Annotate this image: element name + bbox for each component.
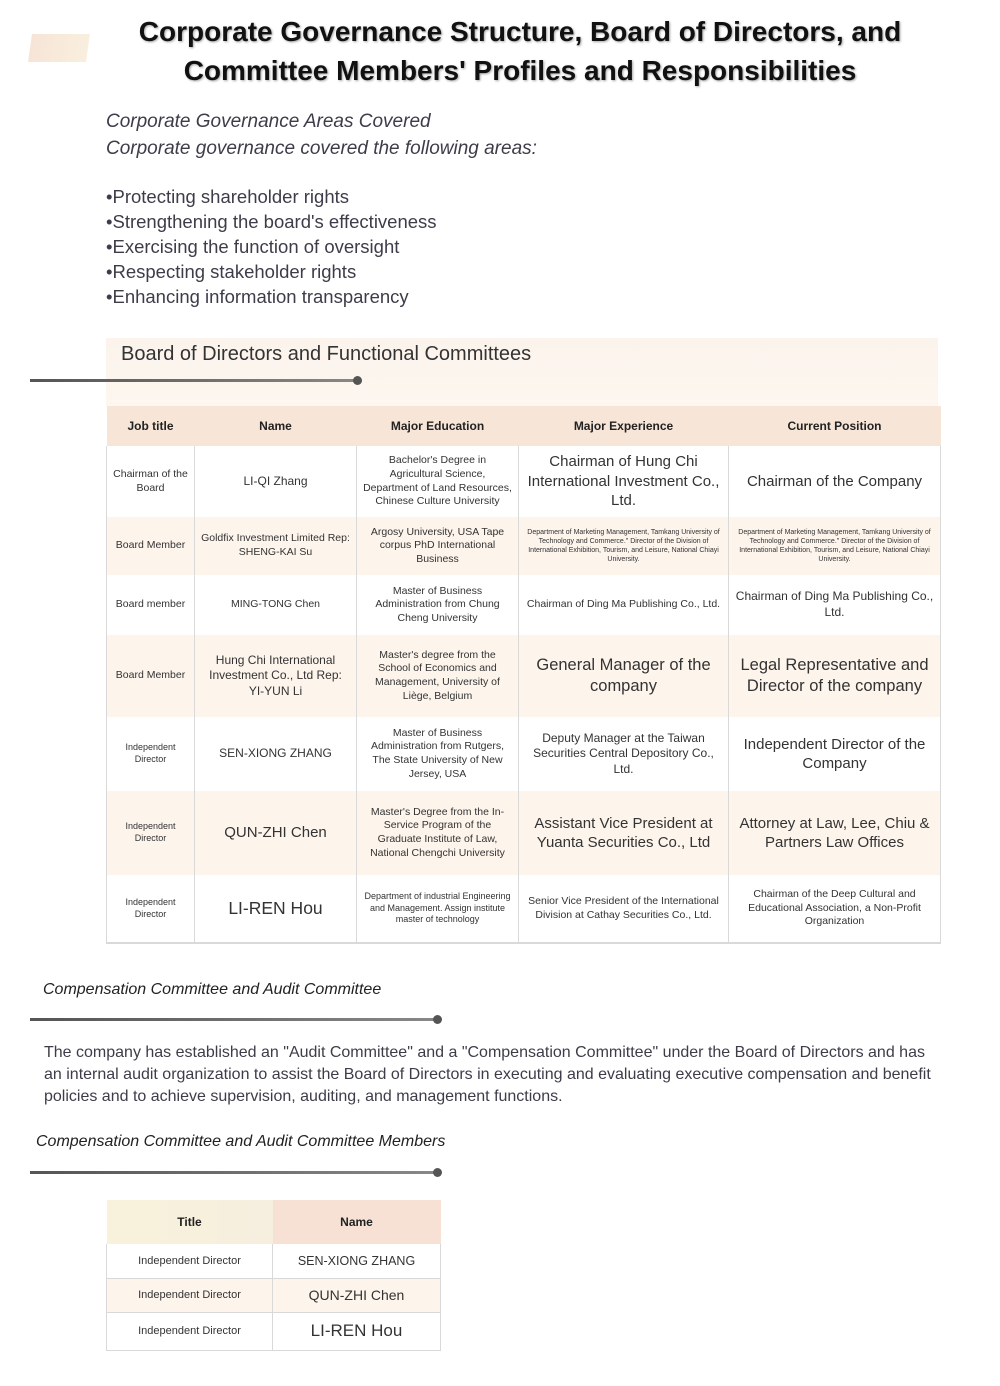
committee-description: The company has established an "Audit Committee" and a "Compensation Committee" under the Board of Directors and has an internal audit organization to assist the Board of Directors in executing and evaluating executive compensation and benefit policies and to achieve supervision, auditing, and management functions. (44, 1044, 931, 1105)
list-item: •Respecting stakeholder rights (106, 261, 357, 282)
member-name: LI-REN Hou (273, 1312, 441, 1350)
table-row (107, 875, 941, 943)
section-divider (30, 1018, 438, 1021)
divider-dot (433, 1015, 442, 1024)
cell-name: Hung Chi International Investment Co., Ltd Rep: YI-YUN Li (195, 635, 357, 717)
column-header-name: Name (273, 1200, 441, 1244)
table-row (107, 1244, 441, 1278)
section-divider (30, 1171, 438, 1174)
cell-position: Department of Marketing Management, Tamkang University of Technology and Commerce." Director of the Division of International Exhibition, Tourism, and Leisure, National Chiayi University. (729, 517, 941, 575)
governance-areas-list (106, 184, 926, 309)
cell-job-title: Board Member (107, 635, 195, 717)
committee-heading: Compensation Committee and Audit Committee (43, 981, 382, 998)
board-section-heading: Board of Directors and Functional Committees (121, 343, 532, 365)
cell-job-title: Chairman of the Board (107, 446, 195, 517)
governance-intro (106, 108, 926, 309)
column-header-job-title: Job title (107, 406, 195, 446)
page-title (60, 12, 980, 90)
cell-position: Chairman of Ding Ma Publishing Co., Ltd. (735, 589, 934, 619)
table-row (107, 1278, 441, 1312)
table-row (107, 717, 941, 791)
cell-job-title: Independent Director (107, 875, 195, 943)
intro-subheading: Corporate governance covered the following areas: (106, 138, 537, 159)
divider-dot (433, 1168, 442, 1177)
cell-job-title: Board Member (107, 517, 195, 575)
page-title-line1: Corporate Governance Structure, Board of Directors, and (138, 16, 902, 47)
cell-job-title: Independent Director (107, 791, 195, 875)
cell-education: Master's degree from the School of Economics and Management, University of Liège, Belgium (357, 635, 519, 717)
member-name: SEN-XIONG ZHANG (273, 1244, 441, 1278)
table-row (107, 446, 941, 517)
column-header-name: Name (195, 406, 357, 446)
cell-experience: General Manager of the company (519, 635, 729, 717)
cell-name: Goldfix Investment Limited Rep: SHENG-KAI Su (195, 517, 357, 575)
cell-position: Independent Director of the Company (743, 735, 926, 772)
column-header-title: Title (107, 1200, 273, 1244)
cell-job-title: Board member (107, 575, 195, 635)
list-item: •Exercising the function of oversight (106, 236, 400, 257)
cell-education: Bachelor's Degree in Agricultural Science, Department of Land Resources, Chinese Culture University (357, 446, 519, 517)
committee-members-table (106, 1200, 441, 1351)
cell-experience: Chairman of Hung Chi International Investment Co., Ltd. (519, 446, 729, 517)
page-title-line2: Committee Members' Profiles and Responsibilities (183, 55, 857, 86)
intro-heading: Corporate Governance Areas Covered (106, 111, 431, 132)
table-row (107, 1312, 441, 1350)
column-header-experience: Major Experience (519, 406, 729, 446)
cell-education: Master of Business Administration from Chung Cheng University (357, 575, 519, 635)
table-header-row (107, 406, 941, 446)
members-heading: Compensation Committee and Audit Committee Members (36, 1133, 446, 1150)
list-item: •Protecting shareholder rights (106, 186, 349, 207)
table-header-row (107, 1200, 441, 1244)
cell-education: Master of Business Administration from Rutgers, The State University of New Jersey, USA (357, 717, 519, 791)
cell-position: Chairman of the Company (746, 472, 923, 490)
column-header-position: Current Position (729, 406, 941, 446)
cell-education: Argosy University, USA Tape corpus PhD International Business (357, 517, 519, 575)
member-name: QUN-ZHI Chen (273, 1278, 441, 1312)
list-item: •Enhancing information transparency (106, 286, 409, 307)
board-table (106, 406, 941, 944)
table-row (107, 791, 941, 875)
cell-position: Attorney at Law, Lee, Chiu & Partners Law Offices (729, 791, 941, 875)
member-title: Independent Director (107, 1244, 273, 1278)
cell-position: Legal Representative and Director of the company (729, 635, 941, 717)
divider-dot (353, 376, 362, 385)
member-title: Independent Director (107, 1312, 273, 1350)
cell-job-title: Independent Director (107, 717, 195, 791)
table-row (107, 517, 941, 575)
table-row (107, 575, 941, 635)
member-title: Independent Director (107, 1278, 273, 1312)
cell-position: Chairman of the Deep Cultural and Educational Association, a Non-Profit Organization (748, 888, 921, 928)
cell-experience: Assistant Vice President at Yuanta Securities Co., Ltd (519, 791, 729, 875)
cell-name: SEN-XIONG ZHANG (195, 717, 357, 791)
cell-experience: Chairman of Ding Ma Publishing Co., Ltd. (519, 575, 729, 635)
cell-name: LI-QI Zhang (195, 446, 357, 517)
cell-name: LI-REN Hou (195, 875, 357, 943)
cell-experience: Senior Vice President of the International Division at Cathay Securities Co., Ltd. (519, 875, 729, 943)
cell-education: Department of industrial Engineering and Management. Assign institute master of technology (357, 875, 519, 943)
cell-experience: Department of Marketing Management, Tamkang University of Technology and Commerce." Director of the Division of International Exhibition, Tourism, and Leisure, National Chiayi University. (519, 517, 729, 575)
table-row (107, 635, 941, 717)
cell-experience: Deputy Manager at the Taiwan Securities Central Depository Co., Ltd. (519, 717, 729, 791)
cell-name: QUN-ZHI Chen (195, 791, 357, 875)
cell-name: MING-TONG Chen (195, 575, 357, 635)
column-header-education: Major Education (357, 406, 519, 446)
section-divider (30, 379, 358, 382)
cell-education: Master's Degree from the In-Service Program of the Graduate Institute of Law, National Chengchi University (357, 791, 519, 875)
list-item: •Strengthening the board's effectiveness (106, 211, 437, 232)
